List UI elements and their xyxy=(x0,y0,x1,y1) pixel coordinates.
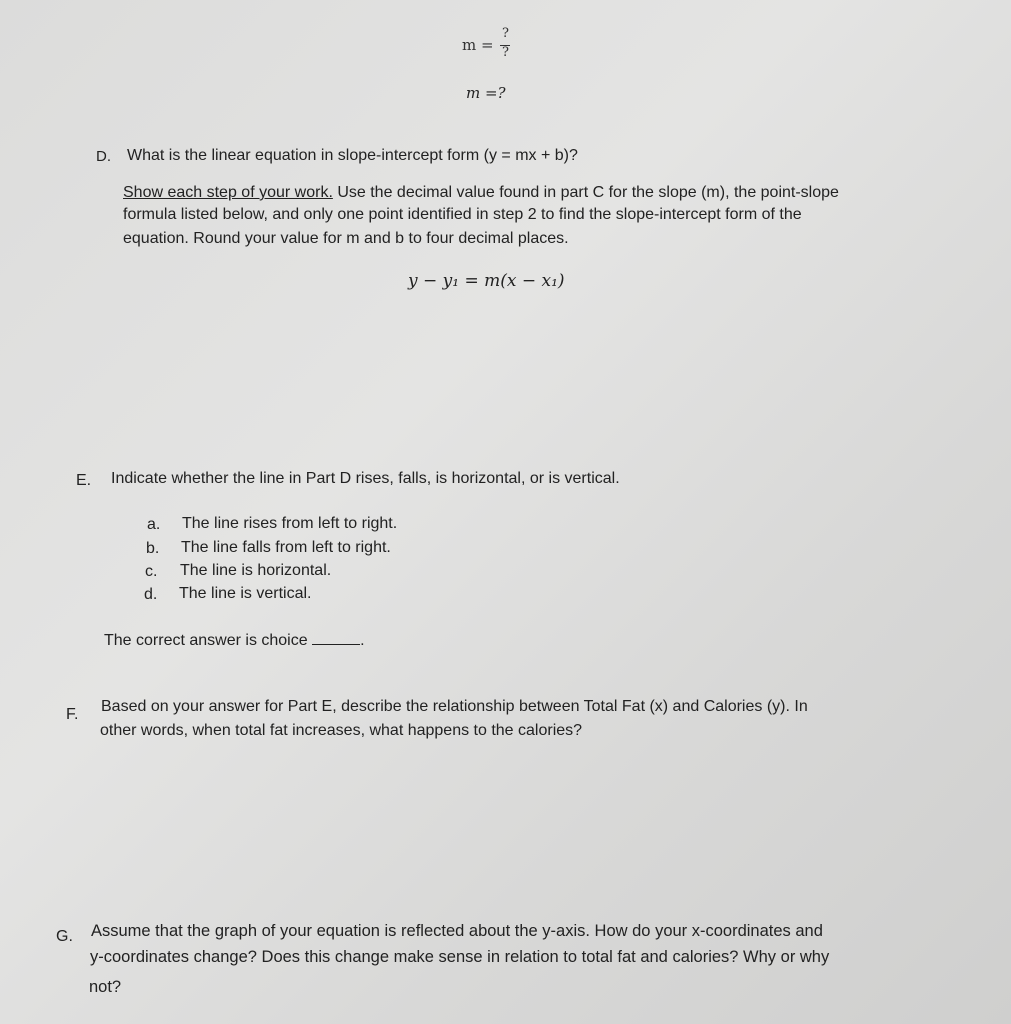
part-d-instruction-line1 xyxy=(123,182,839,204)
answer-line xyxy=(104,630,365,652)
part-e-question: Indicate whether the line in Part D rises, falls, is horizontal, or is vertical. xyxy=(111,470,620,487)
slope-result: m =? xyxy=(466,84,506,102)
answer-suffix: . xyxy=(360,632,365,649)
part-g-line1: Assume that the graph of your equation is reflected about the y-axis. How do your x-coordinates and xyxy=(91,922,823,940)
choice-c-letter: c. xyxy=(145,563,158,580)
choice-b-letter: b. xyxy=(146,540,160,557)
answer-prefix: The correct answer is choice xyxy=(104,632,308,649)
show-work-underlined: Show each step of your work. xyxy=(123,184,333,201)
answer-blank[interactable] xyxy=(312,630,360,645)
part-d-instruction-line2: formula listed below, and only one point identified in step 2 to find the slope-intercept form of the xyxy=(123,206,802,223)
choice-d-letter: d. xyxy=(144,586,158,603)
instruction-line1-rest: Use the decimal value found in part C for the slope (m), the point-slope xyxy=(332,184,839,201)
part-f-line1: Based on your answer for Part E, describe the relationship between Total Fat (x) and Calories (y). In xyxy=(101,698,808,715)
part-f-letter: F. xyxy=(66,706,79,723)
point-slope-formula: y − y₁ = m(x − x₁) xyxy=(408,271,565,291)
choice-d-text: The line is vertical. xyxy=(179,585,312,602)
part-f-line2: other words, when total fat increases, what happens to the calories? xyxy=(100,722,583,739)
choice-c-text: The line is horizontal. xyxy=(180,562,332,579)
part-g-line2: y-coordinates change? Does this change make sense in relation to total fat and calories? Why or why xyxy=(90,948,830,966)
choice-a-letter: a. xyxy=(147,516,161,533)
part-e-letter: E. xyxy=(76,472,92,489)
part-d-letter: D. xyxy=(96,148,111,165)
part-d-instruction-line3: equation. Round your value for m and b to four decimal places. xyxy=(123,230,569,247)
choice-a-text: The line rises from left to right. xyxy=(182,515,398,532)
part-d-question: What is the linear equation in slope-intercept form (y = mx + b)? xyxy=(127,147,578,164)
fraction-denominator: ? xyxy=(502,45,509,60)
choice-b-text: The line falls from left to right. xyxy=(181,539,391,556)
fraction-lhs: m = xyxy=(462,36,494,54)
part-g-letter: G. xyxy=(56,928,73,945)
part-g-line3: not? xyxy=(89,978,122,996)
fraction-numerator: ? xyxy=(502,26,509,41)
slope-fraction xyxy=(462,28,522,68)
